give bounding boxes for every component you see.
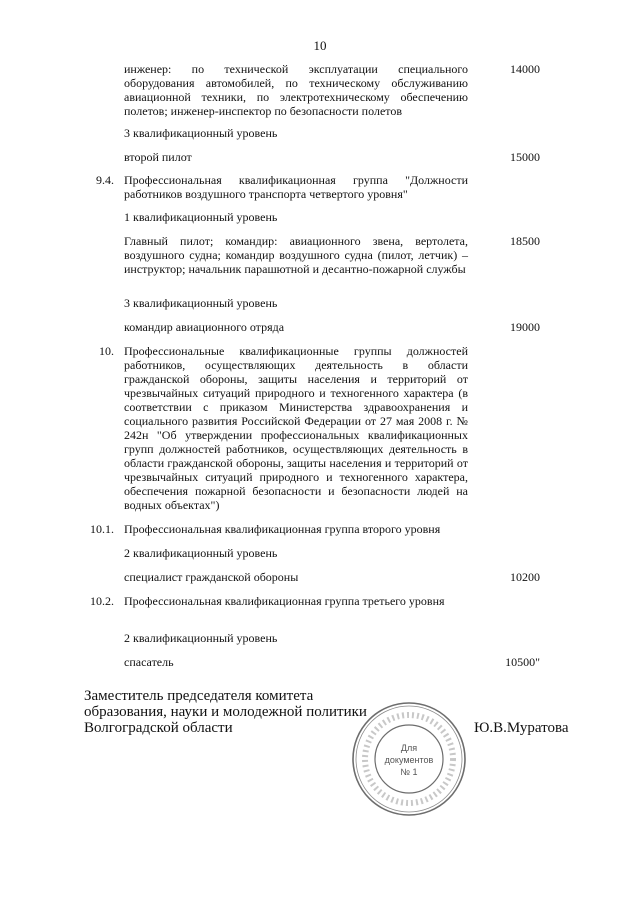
signature-name: Ю.В.Муратова xyxy=(474,720,569,736)
row-text: спасатель xyxy=(124,655,174,669)
row-text: 2 квалификационный уровень xyxy=(124,631,278,645)
row-text: командир авиационного отряда xyxy=(124,320,285,334)
row-value: 18500 xyxy=(510,234,540,248)
seal-stamp xyxy=(350,700,468,823)
row-text: 3 квалификационный уровень xyxy=(124,126,278,140)
row-text: Профессиональные квалификационные группы должностей работников, осуществляющих деятельность в области гражданской обороны, защиты населения и территорий от чрезвычайных ситуаций природного и техногенного характера (в соответствии с приказом Министерства здравоохранения и социального развития Российской Федерации от 27 мая 2008 г. № 242н "Об утверждении профессиональных квалификационных групп должностей работников, осуществляющих деятельность в области гражданской обороны, защиты населения и территорий от чрезвычайных ситуаций природного и техногенного характера, обеспечения пожарной безопасности и безопасности людей на водных объектах") xyxy=(124,344,468,512)
signature-position-line-3: Волгоградской области xyxy=(84,720,233,736)
row-text: 1 квалификационный уровень xyxy=(124,210,278,224)
stamp-text-line-1: Для xyxy=(400,743,418,753)
signature-position-line-2: образования, науки и молодежной политики xyxy=(84,704,367,720)
row-text: второй пилот xyxy=(124,150,192,164)
stamp-text-line-2: документов xyxy=(384,755,434,765)
row-number: 9.4. xyxy=(96,173,114,187)
row-text: специалист гражданской обороны xyxy=(124,570,299,584)
row-text: 3 квалификационный уровень xyxy=(124,296,278,310)
stamp-text-line-3: № 1 xyxy=(400,767,418,777)
seal-stamp-graphic xyxy=(350,700,468,818)
row-value: 14000 xyxy=(510,62,540,76)
row-text: Профессиональная квалификационная группа второго уровня xyxy=(124,522,441,536)
signature-position-line-1: Заместитель председателя комитета xyxy=(84,688,314,704)
row-text: 2 квалификационный уровень xyxy=(124,546,278,560)
row-number: 10. xyxy=(99,344,114,358)
row-value: 19000 xyxy=(510,320,540,334)
row-text: Профессиональная квалификационная группа "Должности работников воздушного транспорта четвертого уровня" xyxy=(124,173,468,201)
row-value: 10200 xyxy=(510,570,540,584)
row-number: 10.1. xyxy=(90,522,114,536)
row-value: 15000 xyxy=(510,150,540,164)
row-value: 10500" xyxy=(505,655,540,669)
row-number: 10.2. xyxy=(90,594,114,608)
row-text: инженер: по технической эксплуатации специального оборудования автомобилей, по техническому обслуживанию авиационной техники, по электротехническому обеспечению полетов; инженер-инспектор по безопасности полетов xyxy=(124,62,468,118)
page-number: 10 xyxy=(313,38,327,53)
row-text: Главный пилот; командир: авиационного звена, вертолета, воздушного судна; командир воздушного судна (пилот, летчик) – инструктор; начальник парашютной и десантно-пожарной службы xyxy=(124,234,468,276)
row-text: Профессиональная квалификационная группа третьего уровня xyxy=(124,594,445,608)
